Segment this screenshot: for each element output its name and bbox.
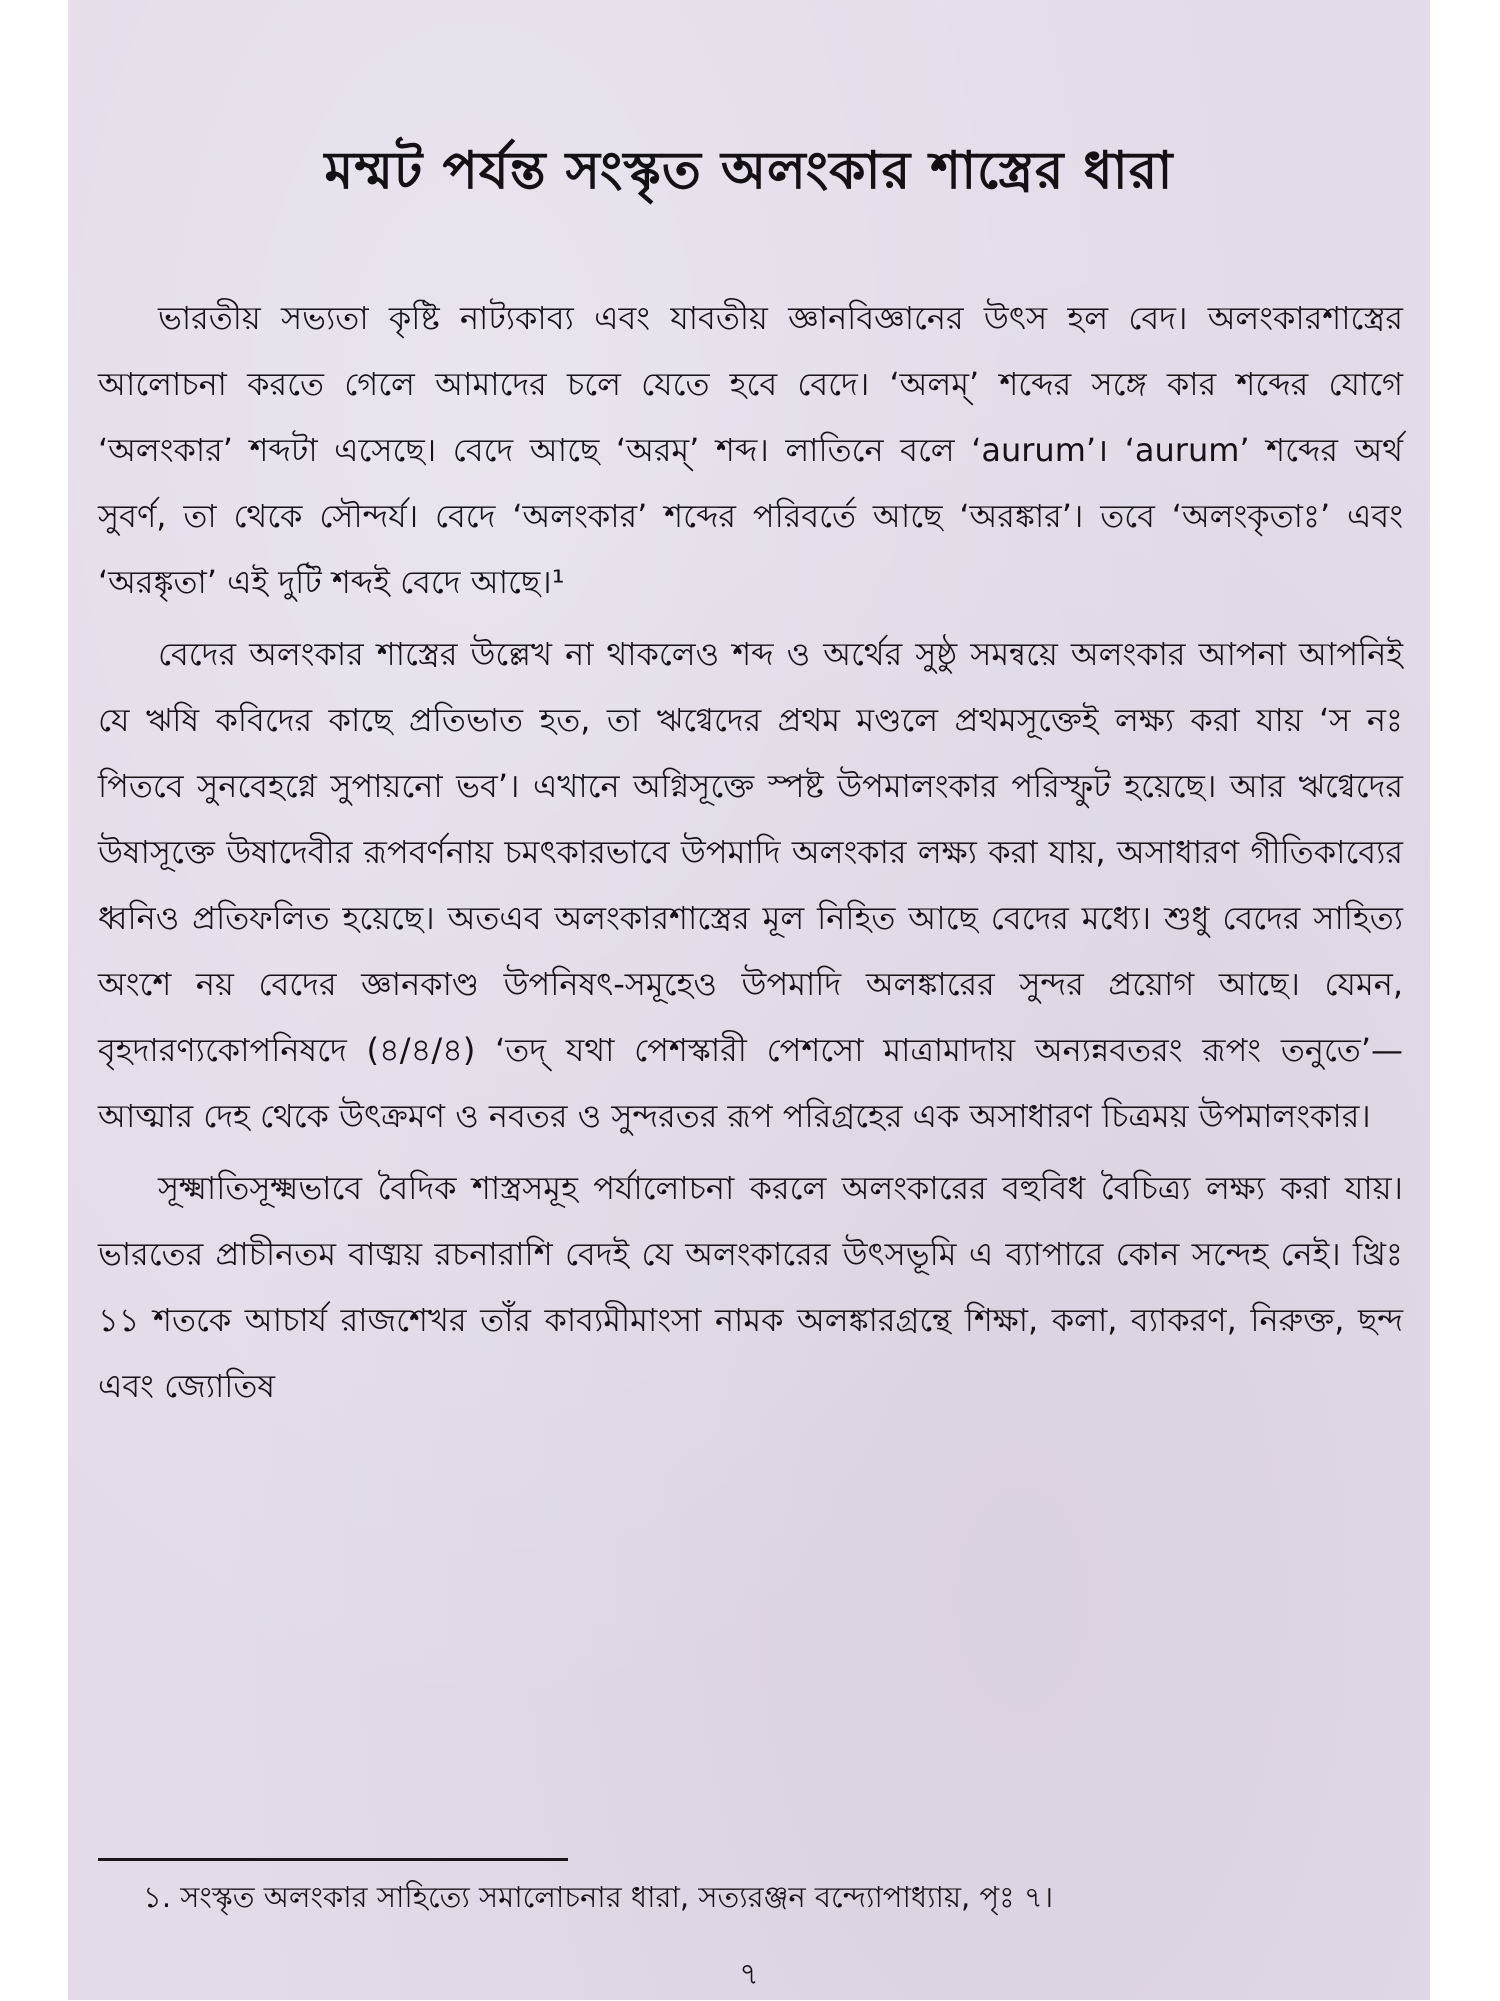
- book-page: [68, 0, 1430, 2000]
- body-text: [98, 285, 1403, 1419]
- paragraph-1: ভারতীয় সভ্যতা কৃষ্টি নাট্যকাব্য এবং যাবতীয় জ্ঞানবিজ্ঞানের উৎস হল বেদ। অলংকারশাস্ত্রের আলোচনা করতে গেলে আমাদের চলে যেতে হবে বেদে। ‘অলম্’ শব্দের সঙ্গে কার শব্দের যোগে ‘অলংকার’ শব্দটা এসেছে। বেদে আছে ‘অরম্’ শব্দ। লাতিনে বলে ‘aurum’। ‘aurum’ শব্দের অর্থ সুবর্ণ, তা থেকে সৌন্দর্য। বেদে ‘অলংকার’ শব্দের পরিবর্তে আছে ‘অরঙ্কার’। তবে ‘অলংকৃতাঃ’ এবং ‘অরঙ্কৃতা’ এই দুটি শব্দই বেদে আছে।¹: [98, 299, 1403, 601]
- paragraph-2: বেদের অলংকার শাস্ত্রের উল্লেখ না থাকলেও শব্দ ও অর্থের সুষ্ঠু সমন্বয়ে অলংকার আপনা আপনিই যে ঋষি কবিদের কাছে প্রতিভাত হত, তা ঋগ্বেদের প্রথম মণ্ডলে প্রথমসূক্তেই লক্ষ্য করা যায় ‘স নঃ পিতবে সুনবেহগ্নে সুপায়নো ভব’। এখানে অগ্নিসূক্তে স্পষ্ট উপমালংকার পরিস্ফুট হয়েছে। আর ঋগ্বেদের উষাসূক্তে উষাদেবীর রূপবর্ণনায় চমৎকারভাবে উপমাদি অলংকার লক্ষ্য করা যায়, অসাধারণ গীতিকাব্যের ধ্বনিও প্রতিফলিত হয়েছে। অতএব অলংকারশাস্ত্রের মূল নিহিত আছে বেদের মধ্যে। শুধু বেদের সাহিত্য অংশে নয় বেদের জ্ঞানকাণ্ড উপনিষৎ-সমূহেও উপমাদি অলঙ্কারের সুন্দর প্রয়োগ আছে। যেমন, বৃহদারণ্যকোপনিষদে (৪/৪/৪) ‘তদ্ যথা পেশস্কারী পেশসো মাত্রামাদায় অন্যন্নবতরং রূপং তনুতে’— আত্মার দেহ থেকে উৎক্রমণ ও নবতর ও সুন্দরতর রূপ পরিগ্রহের এক অসাধারণ চিত্রময় উপমালংকার।: [98, 635, 1403, 1135]
- footnote-divider: [98, 1858, 568, 1861]
- page-number: ৭: [739, 1957, 759, 1992]
- footnote: ১. সংস্কৃত অলংকার সাহিত্যে সমালোচনার ধারা, সত্যরঞ্জন বন্দ্যোপাধ্যায়, পৃঃ ৭।: [143, 1880, 1054, 1914]
- chapter-title: মম্মট পর্যন্ত সংস্কৃত অলংকার শাস্ত্রের ধারা: [324, 140, 1174, 201]
- paragraph-3: সূক্ষ্মাতিসূক্ষ্মভাবে বৈদিক শাস্ত্রসমূহ পর্যালোচনা করলে অলংকারের বহুবিধ বৈচিত্র্য লক্ষ্য করা যায়। ভারতের প্রাচীনতম বাঙ্ময় রচনারাশি বেদই যে অলংকারের উৎসভূমি এ ব্যাপারে কোন সন্দেহ নেই। খ্রিঃ ১১ শতকে আচার্য রাজশেখর তাঁর কাব্যমীমাংসা নামক অলঙ্কারগ্রন্থে শিক্ষা, কলা, ব্যাকরণ, নিরুক্ত, ছন্দ এবং জ্যোতিষ: [98, 1169, 1403, 1405]
